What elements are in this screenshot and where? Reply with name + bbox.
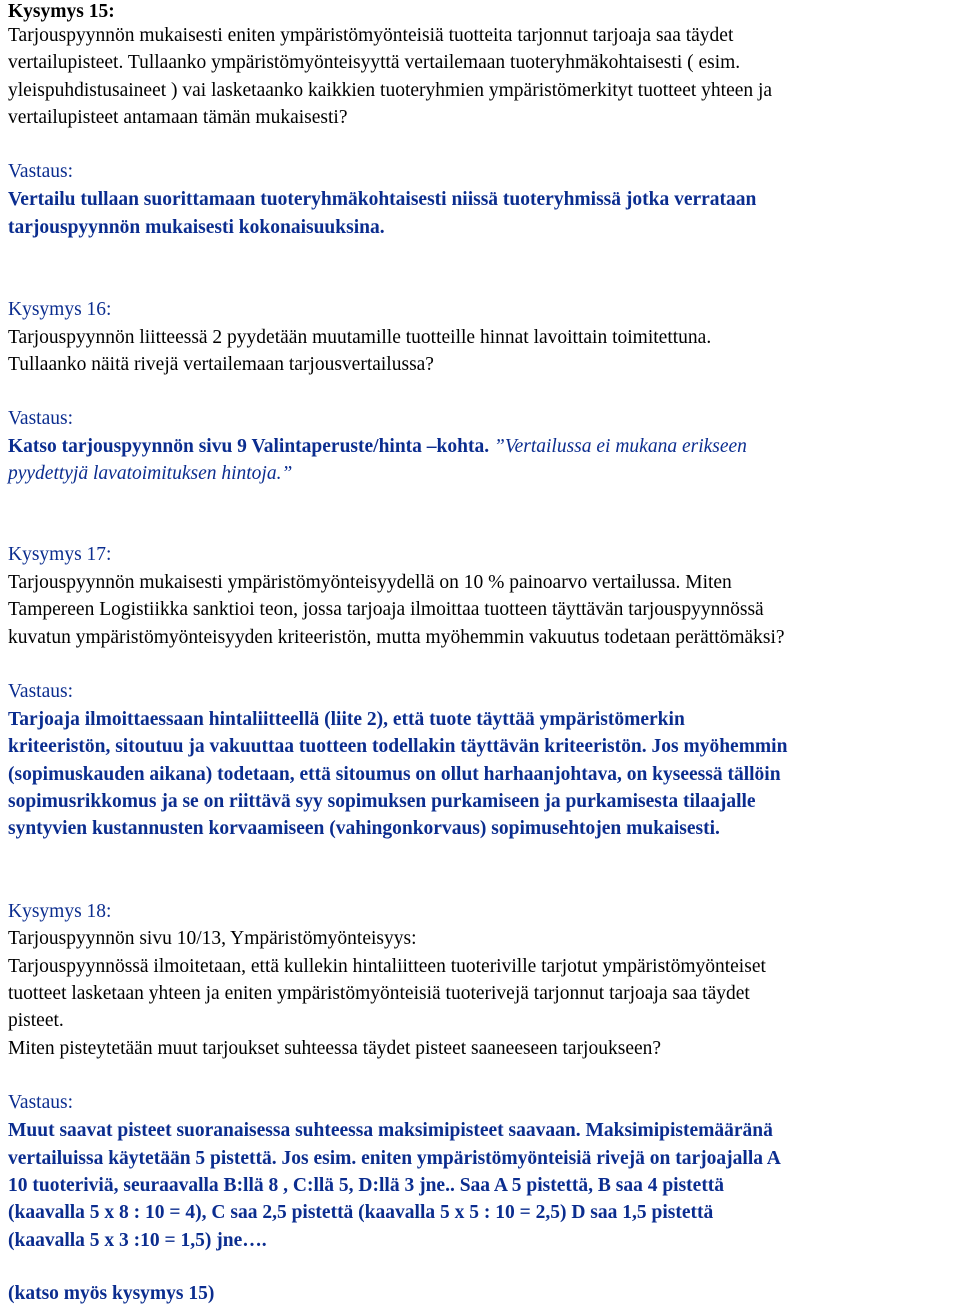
q15-answer-line: tarjouspyynnön mukaisesti kokonaisuuksina. xyxy=(8,217,385,238)
q16-answer-quote-end: pyydettyjä lavatoimituksen hintoja.” xyxy=(8,463,293,484)
q16-question-line: Tullaanko näitä rivejä vertailemaan tarjousvertailussa? xyxy=(8,354,434,375)
q18-answer-line: (kaavalla 5 x 8 : 10 = 4), C saa 2,5 pistettä (kaavalla 5 x 5 : 10 = 2,5) D saa 1,5 pistettä xyxy=(8,1202,714,1223)
q15-heading: Kysymys 15: xyxy=(8,1,115,22)
q16-answer-reference: Katso tarjouspyynnön sivu 9 Valintaperuste/hinta –kohta. xyxy=(8,436,494,457)
q18-answer-line: Muut saavat pisteet suoranaisessa suhteessa maksimipisteet saavaan. Maksimipistemääränä xyxy=(8,1120,773,1141)
q17-answer-line: Tarjoaja ilmoittaessaan hintaliitteellä (liite 2), että tuote täyttää ympäristömerkin xyxy=(8,709,685,730)
q15-question-line: Tarjouspyynnön mukaisesti eniten ympäristömyönteisiä tuotteita tarjonnut tarjoaja saa täydet xyxy=(8,25,734,46)
q16-answer-label: Vastaus: xyxy=(8,408,73,429)
q17-answer-line: syntyvien kustannusten korvaamiseen (vahingonkorvaus) sopimusehtojen mukaisesti. xyxy=(8,818,720,839)
q17-heading: Kysymys 17: xyxy=(8,544,112,565)
q15-question-line: vertailupisteet. Tullaanko ympäristömyönteisyyttä vertailemaan tuoteryhmäkohtaisesti ( esim. xyxy=(8,52,741,73)
q17-answer-line: (sopimuskauden aikana) todetaan, että sitoumus on ollut harhaanjohtava, on kyseessä tällöin xyxy=(8,764,781,785)
q16-heading: Kysymys 16: xyxy=(8,299,112,320)
q17-question-line: kuvatun ympäristömyönteisyyden kriteeristön, mutta myöhemmin vakuutus todetaan perättömäksi? xyxy=(8,627,785,648)
q15-question-line: yleispuhdistusaineet ) vai lasketaanko kaikkien tuoteryhmien ympäristömerkityt tuotteet yhteen ja xyxy=(8,80,773,101)
q18-answer-line: 10 tuoteriviä, seuraavalla B:llä 8 , C:llä 5, D:llä 3 jne.. Saa A 5 pistettä, B saa 4 pistettä xyxy=(8,1175,725,1196)
q18-question-line: tuotteet lasketaan yhteen ja eniten ympäristömyönteisiä tuoterivejä tarjonnut tarjoaja saa täydet xyxy=(8,983,750,1004)
q16-answer-quote-start: ”Vertailussa ei mukana erikseen xyxy=(494,436,747,457)
q18-heading: Kysymys 18: xyxy=(8,901,112,922)
q18-question-line: pisteet. xyxy=(8,1010,64,1031)
q15-question-line: vertailupisteet antamaan tämän mukaisesti? xyxy=(8,107,348,128)
q18-answer-line: vertailuissa käytetään 5 pistettä. Jos esim. eniten ympäristömyönteisiä rivejä on tarjoajalla A xyxy=(8,1148,781,1169)
q16-question-line: Tarjouspyynnön liitteessä 2 pyydetään muutamille tuotteille hinnat lavoittain toimitettuna. xyxy=(8,327,712,348)
q16-answer-line xyxy=(8,435,747,459)
q17-answer-line: kriteeristön, sitoutuu ja vakuuttaa tuotteen todellakin täyttävän kriteeristön. Jos myöhemmin xyxy=(8,736,788,757)
q15-answer-line: Vertailu tullaan suorittamaan tuoteryhmäkohtaisesti niissä tuoteryhmissä jotka verrataan xyxy=(8,189,757,210)
q18-footnote: (katso myös kysymys 15) xyxy=(8,1283,215,1304)
q18-question-line: Miten pisteytetään muut tarjoukset suhteessa täydet pisteet saaneeseen tarjoukseen? xyxy=(8,1038,662,1059)
q18-question-line: Tarjouspyynnössä ilmoitetaan, että kullekin hintaliitteen tuoteriville tarjotut ympäristömyönteiset xyxy=(8,956,766,977)
q17-question-line: Tampereen Logistiikka sanktioi teon, jossa tarjoaja ilmoittaa tuotteen täyttävän tarjouspyynnössä xyxy=(8,599,764,620)
q18-answer-line: (kaavalla 5 x 3 :10 = 1,5) jne…. xyxy=(8,1230,267,1251)
q15-answer-label: Vastaus: xyxy=(8,161,73,182)
q17-question-line: Tarjouspyynnön mukaisesti ympäristömyönteisyydellä on 10 % painoarvo vertailussa. Miten xyxy=(8,572,732,593)
q17-answer-line: sopimusrikkomus ja se on riittävä syy sopimuksen purkamiseen ja purkamisesta tilaajalle xyxy=(8,791,756,812)
q17-answer-label: Vastaus: xyxy=(8,681,73,702)
q18-question-line: Tarjouspyynnön sivu 10/13, Ympäristömyönteisyys: xyxy=(8,928,417,949)
q18-answer-label: Vastaus: xyxy=(8,1092,73,1113)
